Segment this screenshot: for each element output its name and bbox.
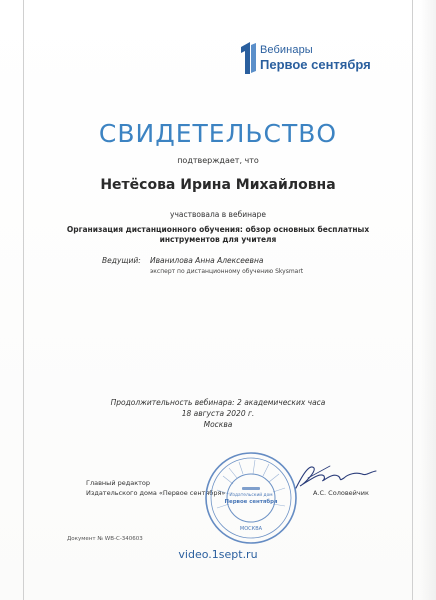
stamp-center-top: Издательский дом <box>229 493 273 498</box>
document-number: Документ № WB-C-340603 <box>67 536 143 542</box>
left-border-line <box>23 0 24 600</box>
website-link[interactable]: video.1sept.ru <box>178 548 258 561</box>
host-name: Иванилова Анна Алексеевна <box>150 256 264 265</box>
host-label: Ведущий: <box>102 256 141 265</box>
book-one-logo-icon <box>237 41 257 75</box>
signer-name: А.С. Соловейчик <box>313 489 369 497</box>
round-stamp-icon <box>203 450 299 546</box>
stamp-city: МОСКВА <box>239 526 263 532</box>
confirms-text: подтверждает, что <box>177 156 259 165</box>
host-role: эксперт по дистанционному обучению Skysmart <box>150 268 304 275</box>
editor-title-line-2: Издательского дома «Первое сентября» <box>86 489 226 497</box>
participated-text: участвовала в вебинаре <box>170 210 266 219</box>
webinar-duration: Продолжительность вебинара: 2 академических часа <box>110 398 326 407</box>
stamp-center-bottom: Первое сентября <box>224 499 278 505</box>
logo-line-2: Первое сентября <box>260 57 371 72</box>
participant-name: Нетёсова Ирина Михайловна <box>100 177 336 193</box>
certificate-title: СВИДЕТЕЛЬСТВО <box>98 119 338 148</box>
scan-shadow-edge <box>420 0 436 600</box>
right-border-line <box>412 0 413 600</box>
webinar-date: 18 августа 2020 г. <box>181 409 255 418</box>
logo-line-1: Вебинары <box>260 44 313 56</box>
webinar-topic: Организация дистанционного обучения: обзор основных бесплатных инструментов для учителя <box>66 225 370 244</box>
editor-title-line-1: Главный редактор <box>86 479 151 487</box>
brand-logo <box>237 41 377 81</box>
webinar-city: Москва <box>203 420 233 429</box>
